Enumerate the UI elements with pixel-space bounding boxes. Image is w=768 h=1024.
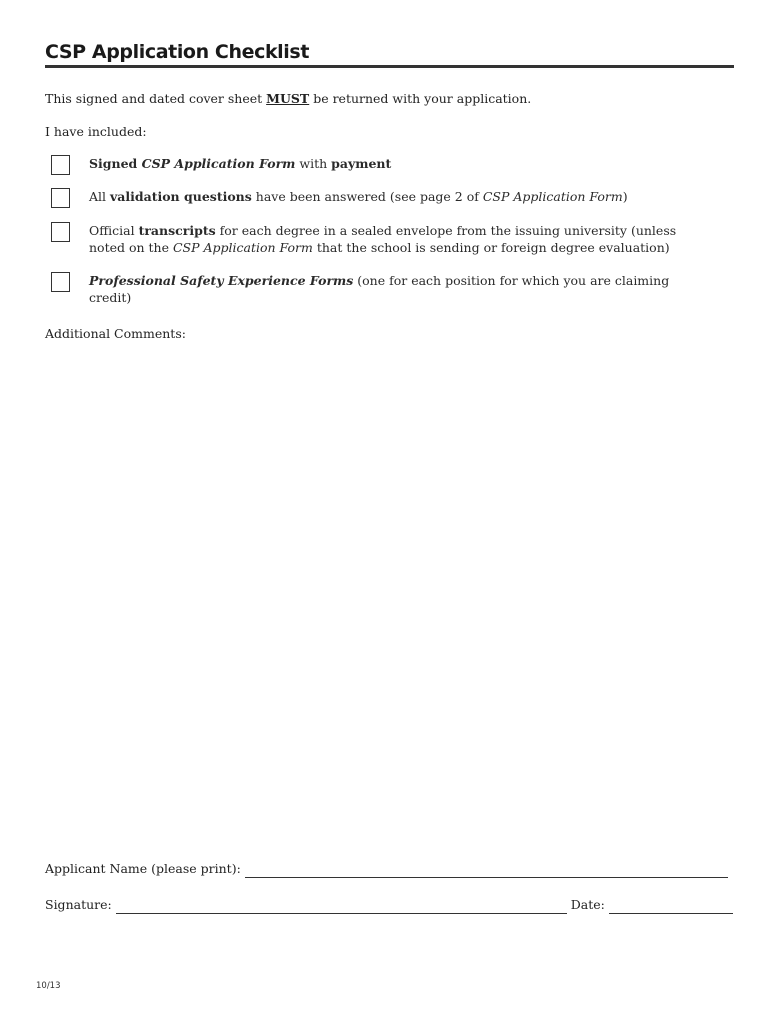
- transcripts-checkbox[interactable]: [51, 222, 70, 242]
- page-title: CSP Application Checklist: [45, 41, 309, 63]
- checklist-item-segment: have been answered (see page 2 of: [251, 189, 483, 204]
- checklist-item-segment: All: [89, 189, 110, 204]
- checklist-item-segment: that the school is sending or foreign degree evaluation): [312, 239, 670, 255]
- checklist-item-segment: Professional Safety Experience Forms: [89, 273, 354, 288]
- signed-form-checkbox[interactable]: [51, 155, 70, 175]
- checklist-item-segment: CSP Application Form: [482, 189, 623, 204]
- signature-label: Signature:: [45, 897, 112, 912]
- checklist-item-segment: payment: [331, 156, 392, 171]
- checklist-item-segment: CSP Application Form: [141, 156, 296, 171]
- checklist-item-segment: Official: [89, 223, 139, 238]
- applicant-name-label: Applicant Name (please print):: [45, 861, 241, 876]
- date-label: Date:: [570, 897, 605, 912]
- applicant-name-row: [45, 860, 728, 878]
- included-label: I have included:: [45, 124, 147, 139]
- date-field[interactable]: [609, 900, 733, 914]
- checklist-item-segment: transcripts: [138, 223, 216, 238]
- checklist-item-segment: for each degree in a sealed envelope from the issuing university (unless noted on the: [89, 223, 677, 255]
- title-divider: [45, 65, 734, 68]
- signature-field[interactable]: [116, 900, 567, 914]
- checklist-item-segment: Signed: [89, 156, 142, 171]
- checklist-item-text: [89, 156, 689, 173]
- form-version: 10/13: [36, 981, 61, 991]
- intro-text-start: This signed and dated cover sheet: [45, 91, 267, 106]
- validation-questions-checkbox[interactable]: [51, 188, 70, 208]
- additional-comments-label: Additional Comments:: [45, 326, 186, 341]
- checklist-item-segment: with: [295, 156, 332, 171]
- signature-row: [45, 896, 733, 914]
- intro-text: [45, 90, 531, 108]
- checklist-item-text: [89, 273, 689, 306]
- experience-forms-checkbox[interactable]: [51, 272, 70, 292]
- checklist-item-segment: CSP Application Form: [172, 239, 313, 255]
- intro-text-end: be returned with your application.: [309, 91, 532, 106]
- intro-must-emphasis: MUST: [266, 91, 310, 106]
- checklist-item-text: [89, 223, 689, 256]
- checklist-item-segment: (one for each position for which you are claiming credit): [89, 273, 670, 305]
- applicant-name-field[interactable]: [245, 864, 728, 878]
- checklist-item-segment: validation questions: [110, 189, 252, 204]
- checklist-item-segment: ): [622, 189, 628, 204]
- checklist-item-text: [89, 189, 689, 206]
